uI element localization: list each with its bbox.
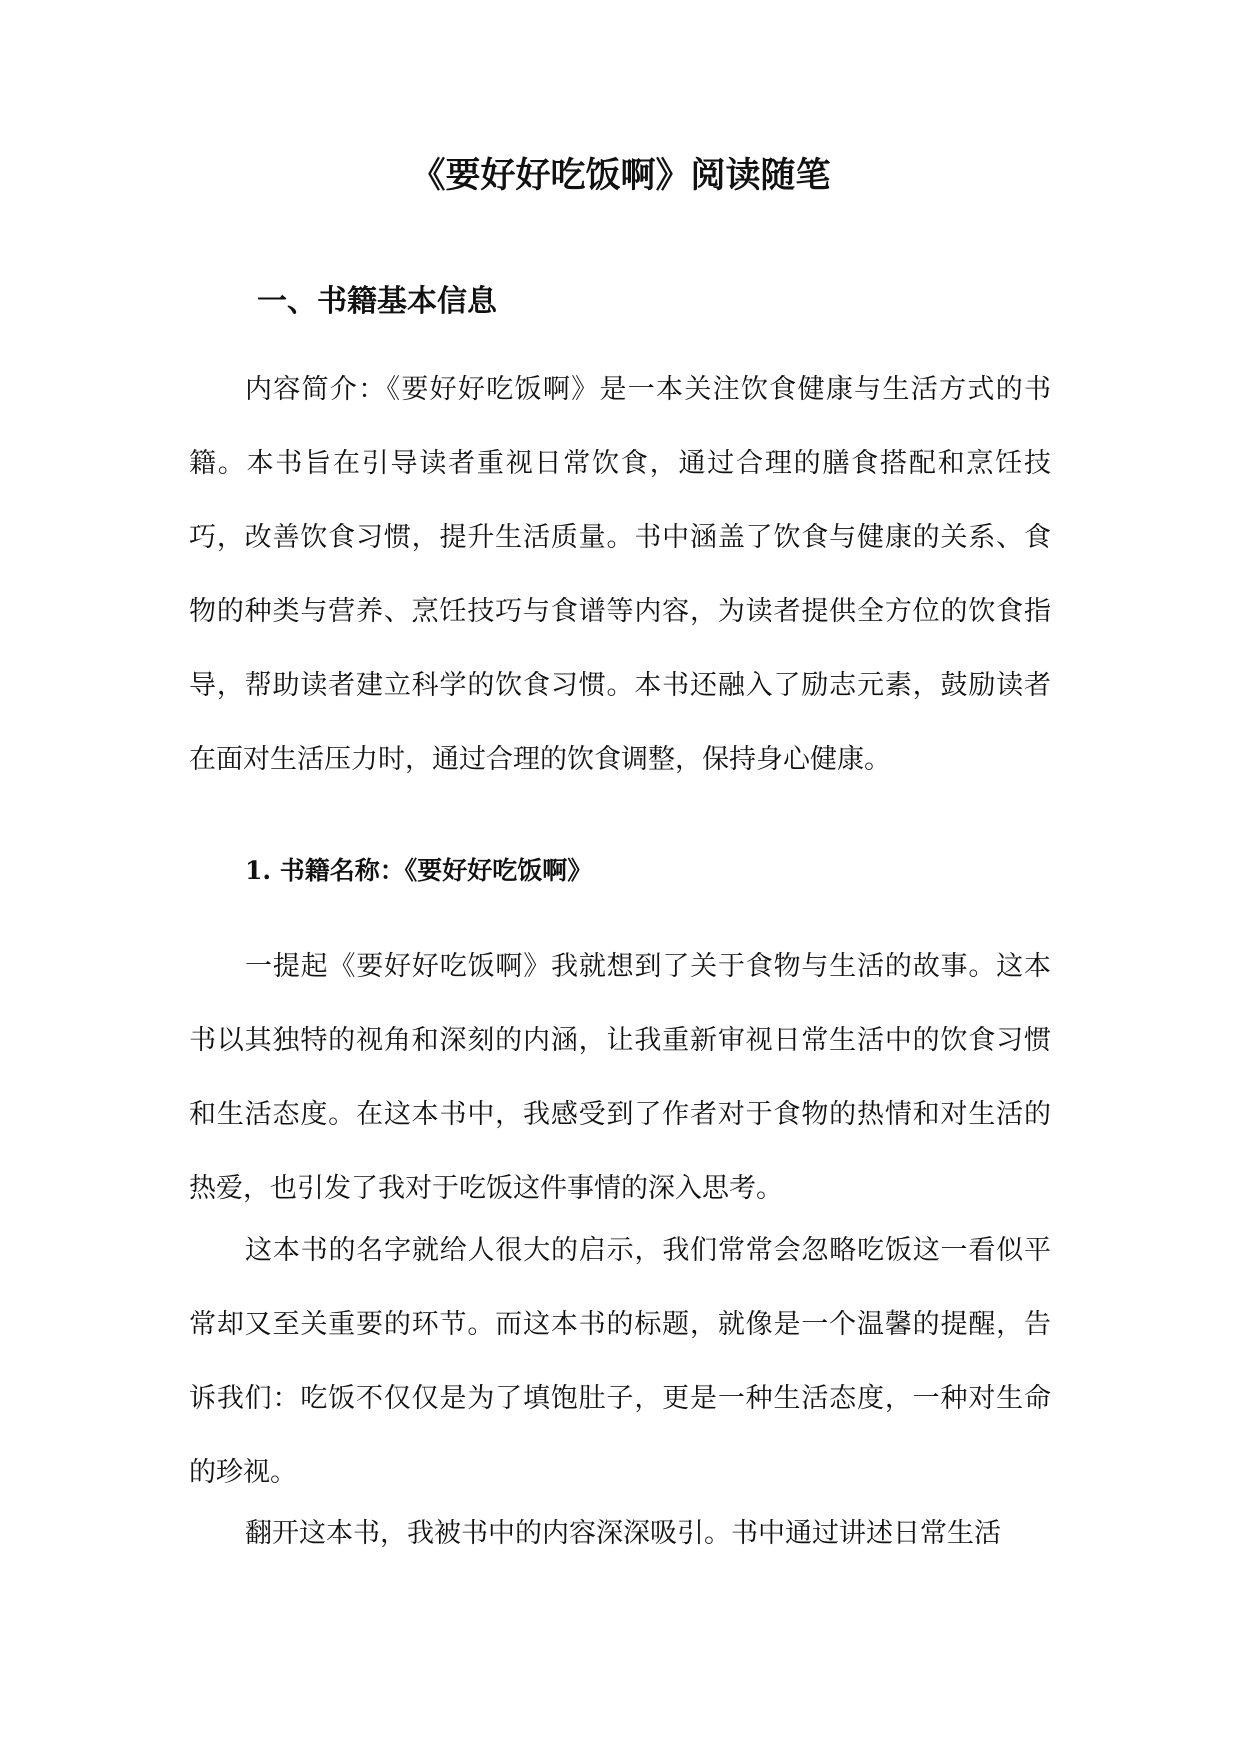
document-title: 《要好好吃饭啊》阅读随笔 <box>410 155 831 196</box>
body-paragraph: 翻开这本书，我被书中的内容深深吸引。书中通过讲述日常生活 <box>245 1518 1001 1549</box>
intro-paragraph: 内容简介：《要好好吃饭啊》是一本关注饮食健康与生活方式的书籍。本书旨在引导读者重视日常饮食，通过合理的膳食搭配和烹饪技巧，改善饮食习惯，提升生活质量。书中涵盖了饮食与健康的关系、食物的种类与营养、烹饪技巧与食谱等内容，为读者提供全方位的饮食指导，帮助读者建立科学的饮食习惯。本书还融入了励志元素，鼓励读者在面对生活压力时，通过合理的饮食调整，保持身心健康。 <box>189 374 1051 775</box>
body-paragraph: 一提起《要好好吃饭啊》我就想到了关于食物与生活的故事。这本书以其独特的视角和深刻的内涵，让我重新审视日常生活中的饮食习惯和生活态度。在这本书中，我感受到了作者对于食物的热情和对生活的热爱，也引发了我对于吃饭这件事情的深入思考。 <box>189 951 1051 1204</box>
section-heading-basic-info: 一、书籍基本信息 <box>257 284 497 319</box>
subsection-heading-book-name: 1. 书籍名称：《要好好吃饭啊》 <box>245 856 593 885</box>
body-paragraph: 这本书的名字就给人很大的启示，我们常常会忽略吃饭这一看似平常却又至关重要的环节。而这本书的标题，就像是一个温馨的提醒，告诉我们：吃饭不仅仅是为了填饱肚子，更是一种生活态度，一种对生命的珍视。 <box>189 1235 1051 1488</box>
